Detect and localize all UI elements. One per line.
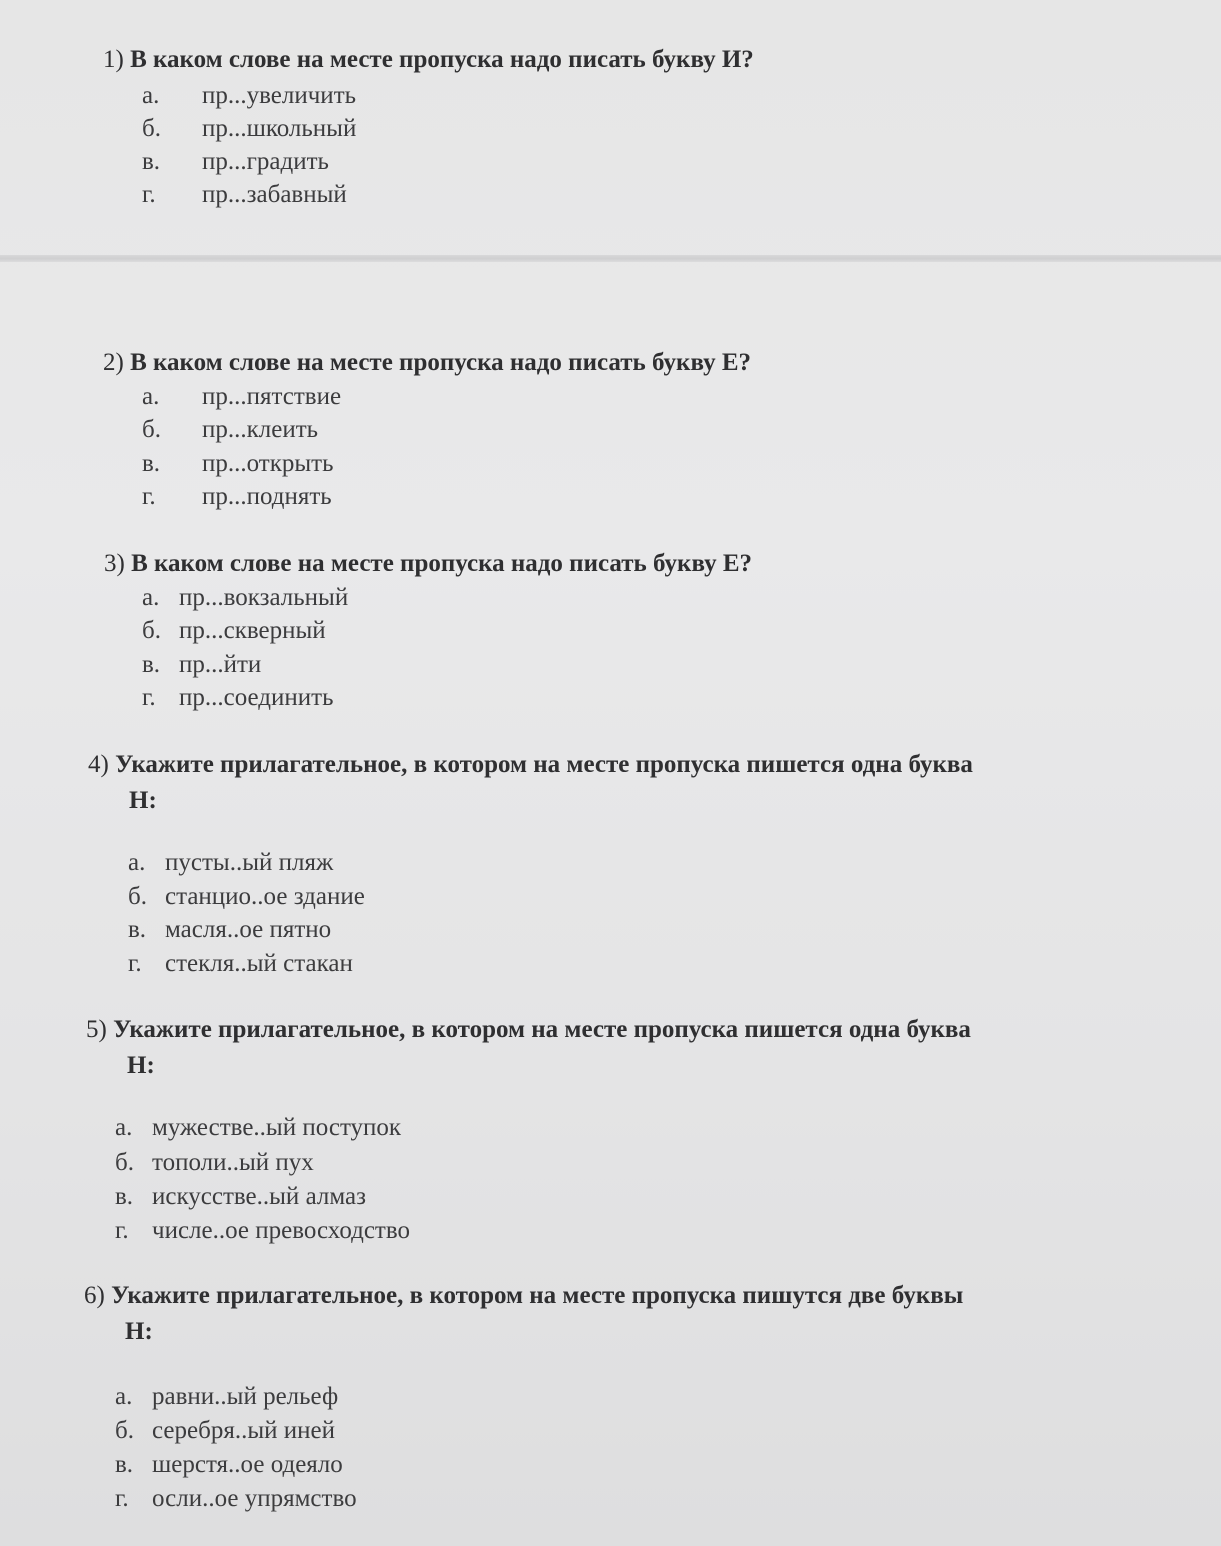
option-text: пр...открыть xyxy=(202,450,334,477)
option-c xyxy=(115,1180,366,1214)
question-number: 5) xyxy=(86,1016,107,1043)
option-a xyxy=(115,1380,338,1414)
option-c xyxy=(142,447,334,481)
option-letter: в. xyxy=(142,651,161,678)
option-text: пр...поднять xyxy=(202,483,332,510)
option-text: мужестве..ый поступок xyxy=(152,1114,402,1141)
option-a xyxy=(142,79,356,113)
option-text: числе..ое превосходство xyxy=(152,1217,410,1244)
option-letter: г. xyxy=(115,1217,129,1244)
question-1-heading xyxy=(103,42,754,78)
question-number: 4) xyxy=(88,751,109,778)
question-text: В каком слове на месте пропуска надо писать букву Е? xyxy=(131,550,753,577)
option-c xyxy=(142,648,261,682)
option-c xyxy=(142,145,329,179)
option-text: станцио..ое здание xyxy=(165,883,365,910)
option-b xyxy=(142,614,326,648)
option-b xyxy=(115,1146,314,1180)
option-letter: б. xyxy=(142,617,161,644)
question-number: 6) xyxy=(84,1282,105,1309)
option-letter: г. xyxy=(142,684,156,711)
option-letter: а. xyxy=(115,1383,133,1410)
question-4-heading xyxy=(88,747,973,819)
option-b xyxy=(142,413,318,447)
option-letter: в. xyxy=(128,916,147,943)
option-text: пусты..ый пляж xyxy=(165,849,334,876)
question-5-heading xyxy=(86,1012,971,1084)
option-text: равни..ый рельеф xyxy=(152,1383,339,1410)
option-c xyxy=(128,913,331,947)
option-d xyxy=(115,1214,410,1248)
option-letter: г. xyxy=(142,181,156,208)
option-b xyxy=(128,880,365,914)
question-text: В каком слове на месте пропуска надо писать букву Е? xyxy=(130,349,752,376)
option-letter: б. xyxy=(142,416,161,443)
option-text: серебря..ый иней xyxy=(152,1417,335,1444)
option-text: пр...забавный xyxy=(202,181,347,208)
option-text: пр...клеить xyxy=(202,416,319,443)
question-text-continuation: Н: xyxy=(127,1052,155,1079)
option-letter: а. xyxy=(142,383,160,410)
option-d xyxy=(142,681,333,715)
option-b xyxy=(142,112,356,146)
option-a xyxy=(115,1111,401,1145)
option-d xyxy=(142,480,332,514)
option-b xyxy=(115,1414,335,1448)
question-2-heading xyxy=(103,345,751,381)
option-text: пр...школьный xyxy=(202,115,357,142)
option-d xyxy=(115,1482,357,1516)
question-text-continuation: Н: xyxy=(129,787,157,814)
option-letter: г. xyxy=(142,483,156,510)
question-6-heading xyxy=(84,1278,963,1350)
option-letter: в. xyxy=(142,148,161,175)
option-letter: б. xyxy=(142,115,161,142)
option-d xyxy=(142,178,347,212)
option-text: пр...пятствие xyxy=(202,383,342,410)
option-text: пр...скверный xyxy=(179,617,326,644)
option-text: пр...соединить xyxy=(179,684,334,711)
section-divider xyxy=(0,255,1221,262)
question-number: 2) xyxy=(103,349,124,376)
option-letter: а. xyxy=(115,1114,133,1141)
option-text: шерстя..ое одеяло xyxy=(152,1451,343,1478)
question-text: Укажите прилагательное, в котором на месте пропуска пишется одна буква xyxy=(115,751,973,778)
option-text: пр...вокзальный xyxy=(179,584,349,611)
option-text: пр...увеличить xyxy=(202,82,357,109)
option-text: стекля..ый стакан xyxy=(165,950,353,977)
option-d xyxy=(128,947,353,981)
question-text-continuation: Н: xyxy=(125,1318,153,1345)
question-number: 3) xyxy=(104,550,125,577)
option-letter: а. xyxy=(128,849,146,876)
option-text: искусстве..ый алмаз xyxy=(152,1183,366,1210)
option-text: тополи..ый пух xyxy=(152,1149,314,1176)
option-text: осли..ое упрямство xyxy=(152,1485,357,1512)
option-c xyxy=(115,1448,343,1482)
option-letter: а. xyxy=(142,584,160,611)
question-text: Укажите прилагательное, в котором на месте пропуска пишется одна буква xyxy=(113,1016,971,1043)
option-letter: в. xyxy=(115,1183,134,1210)
option-letter: а. xyxy=(142,82,160,109)
question-number: 1) xyxy=(103,46,124,73)
question-text: Укажите прилагательное, в котором на месте пропуска пишутся две буквы xyxy=(111,1282,964,1309)
option-letter: г. xyxy=(115,1485,129,1512)
option-a xyxy=(142,581,348,615)
question-3-heading xyxy=(104,546,752,582)
option-letter: в. xyxy=(142,450,161,477)
question-text: В каком слове на месте пропуска надо писать букву И? xyxy=(130,46,754,73)
option-text: масля..ое пятно xyxy=(165,916,332,943)
option-letter: б. xyxy=(115,1149,134,1176)
option-letter: в. xyxy=(115,1451,134,1478)
option-letter: б. xyxy=(115,1417,134,1444)
option-text: пр...градить xyxy=(202,148,329,175)
option-letter: б. xyxy=(128,883,147,910)
option-a xyxy=(128,846,333,880)
option-letter: г. xyxy=(128,950,142,977)
option-a xyxy=(142,380,341,414)
option-text: пр...йти xyxy=(179,651,262,678)
